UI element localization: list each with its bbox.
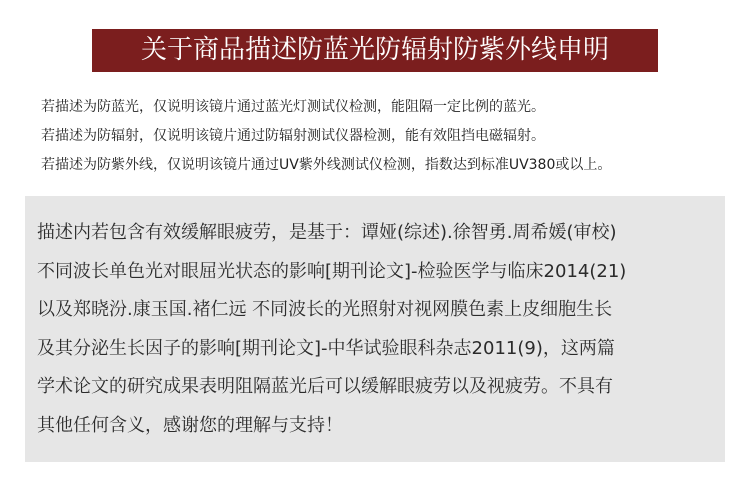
note-line: 及其分泌生长因子的影响[期刊论文]-中华试验眼科杂志2011(9)，这两篇 <box>37 337 615 359</box>
note-box <box>25 196 725 462</box>
statement-anti-uv: 若描述为防紫外线，仅说明该镜片通过UV紫外线测试仪检测，指数达到标准UV380或以上。 <box>41 157 612 173</box>
note-line: 描述内若包含有效缓解眼疲劳，是基于：谭娅(综述).徐智勇.周希媛(审校) <box>37 222 617 243</box>
statement-anti-blue-light: 若描述为防蓝光，仅说明该镜片通过蓝光灯测试仪检测，能阻隔一定比例的蓝光。 <box>41 99 545 115</box>
page-title: 关于商品描述防蓝光防辐射防紫外线申明 <box>140 35 609 65</box>
title-banner <box>92 29 658 72</box>
note-line: 不同波长单色光对眼屈光状态的影响[期刊论文]-检验医学与临床2014(21) <box>37 260 627 282</box>
statement-list <box>41 93 731 180</box>
note-line: 学术论文的研究成果表明阻隔蓝光后可以缓解眼疲劳以及视疲劳。不具有 <box>37 376 613 397</box>
note-line: 其他任何含义，感谢您的理解与支持！ <box>37 414 343 436</box>
note-line: 以及郑晓汾.康玉国.褚仁远 不同波长的光照射对视网膜色素上皮细胞生长 <box>37 299 613 320</box>
note-paragraph <box>37 214 717 445</box>
statement-anti-radiation: 若描述为防辐射，仅说明该镜片通过防辐射测试仪器检测，能有效阻挡电磁辐射。 <box>41 128 545 144</box>
